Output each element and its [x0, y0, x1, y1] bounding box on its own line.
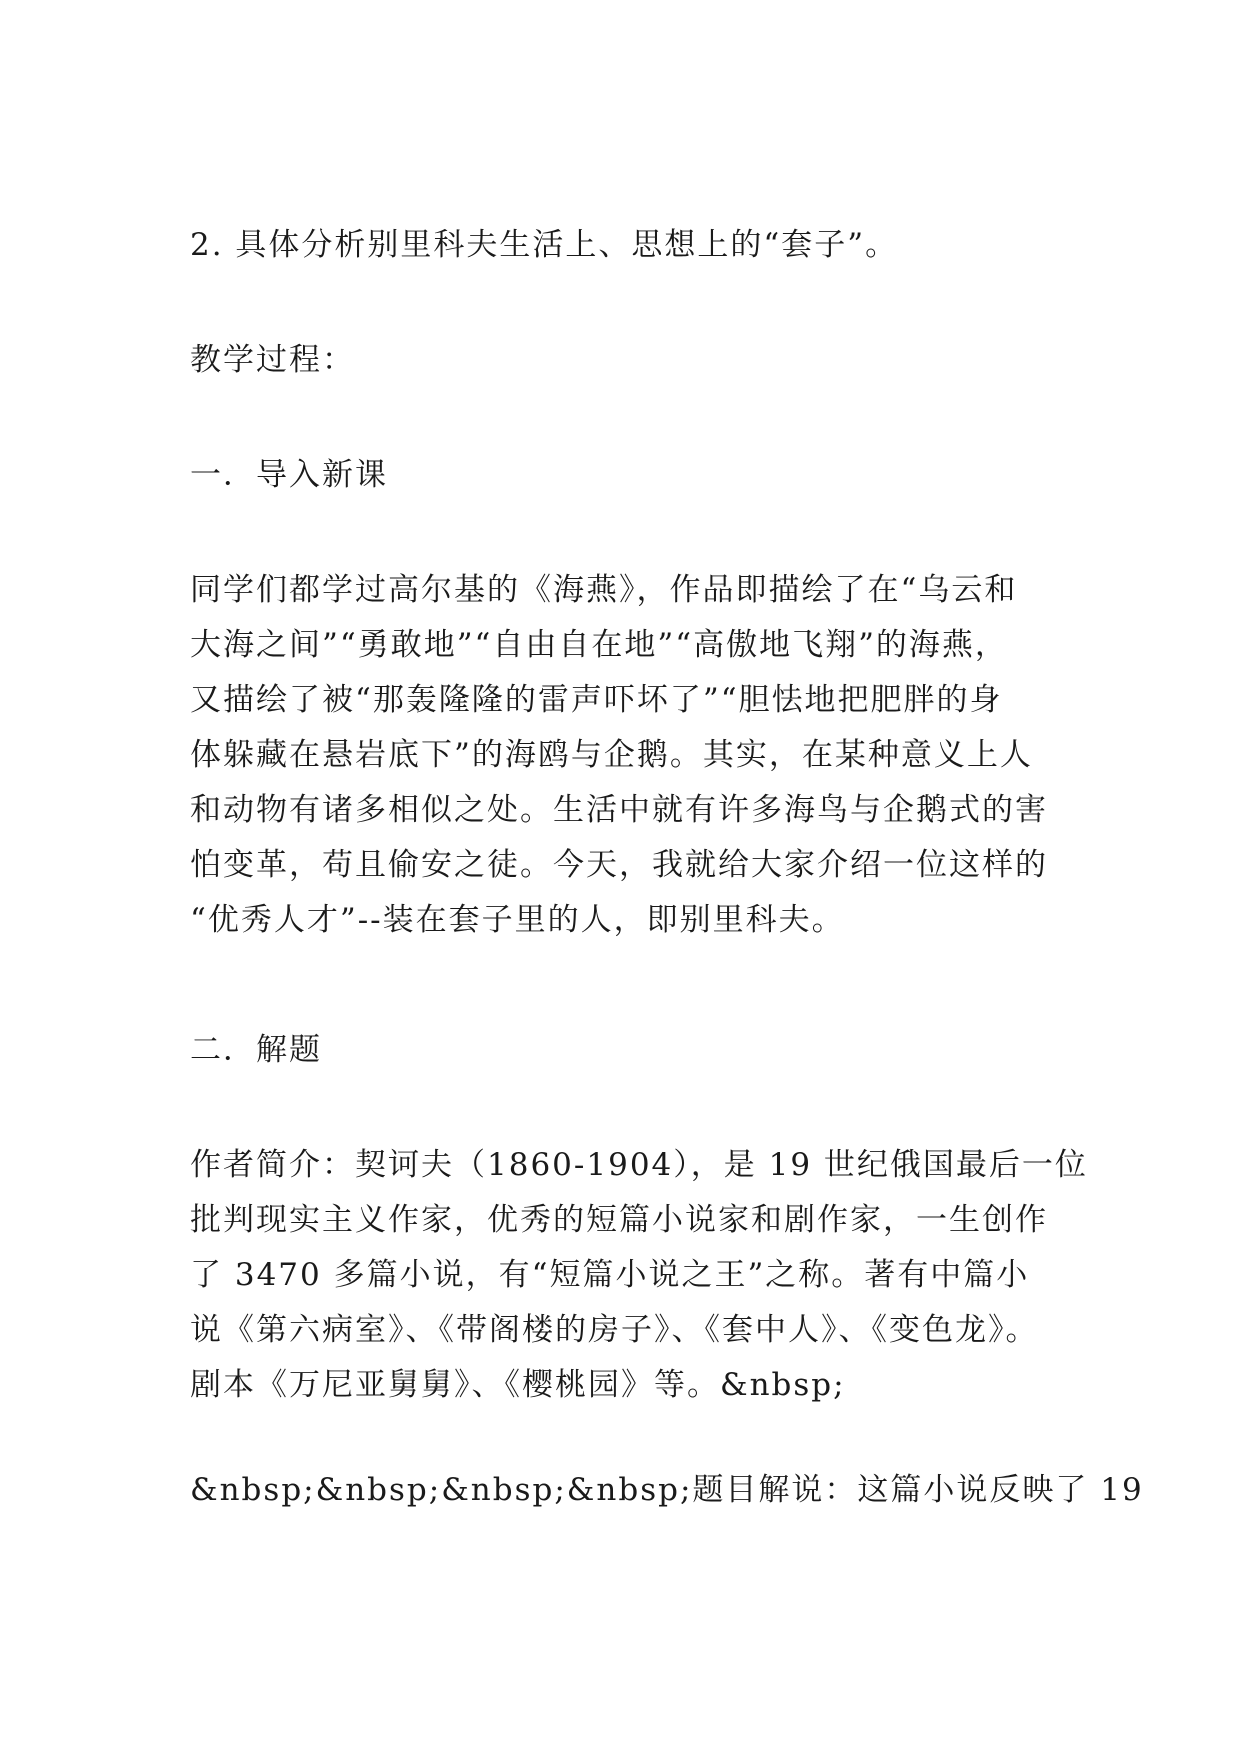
objective-item-2 — [190, 218, 1070, 273]
text-line: 一．导入新课 — [190, 457, 388, 493]
text-line: 二．解题 — [190, 1032, 322, 1068]
text-line: 同学们都学过高尔基的《海燕》，作品即描绘了在“乌云和 — [190, 572, 1018, 608]
text-line: 批判现实主义作家，优秀的短篇小说家和剧作家，一生创作 — [190, 1202, 1048, 1238]
text-line: 和动物有诸多相似之处。生活中就有许多海鸟与企鹅式的害 — [190, 792, 1048, 828]
text-line: “优秀人才”--装在套子里的人，即别里科夫。 — [190, 902, 845, 938]
text-line: 教学过程： — [190, 342, 355, 378]
text-line: 剧本《万尼亚舅舅》、《樱桃园》等。&nbsp; — [190, 1367, 846, 1403]
title-explanation-paragraph — [190, 1463, 1144, 1518]
introduction-paragraph — [190, 563, 1070, 948]
text-line: 怕变革，苟且偷安之徒。今天，我就给大家介绍一位这样的 — [190, 847, 1048, 883]
text-line: 2. 具体分析别里科夫生活上、思想上的“套子”。 — [190, 227, 899, 263]
section-heading-title-explanation — [190, 1023, 1070, 1078]
text-line: 作者简介：契诃夫（1860-1904），是 19 世纪俄国最后一位 — [190, 1147, 1088, 1183]
text-line: &nbsp;&nbsp;&nbsp;&nbsp;题目解说：这篇小说反映了 19 — [190, 1472, 1144, 1508]
author-introduction-paragraph — [190, 1138, 1088, 1413]
text-line: 了 3470 多篇小说，有“短篇小说之王”之称。著有中篇小 — [190, 1257, 1030, 1293]
text-line: 体躲藏在悬岩底下”的海鸥与企鹅。其实，在某种意义上人 — [190, 737, 1033, 773]
text-line: 说《第六病室》、《带阁楼的房子》、《套中人》、《变色龙》。 — [190, 1312, 1039, 1348]
section-heading-introduction — [190, 448, 1070, 503]
teaching-process-heading — [190, 333, 1070, 388]
text-line: 大海之间”“勇敢地”“自由自在地”“高傲地飞翔”的海燕， — [190, 627, 1008, 663]
text-line: 又描绘了被“那轰隆隆的雷声吓坏了”“胆怯地把肥胖的身 — [190, 682, 1003, 718]
